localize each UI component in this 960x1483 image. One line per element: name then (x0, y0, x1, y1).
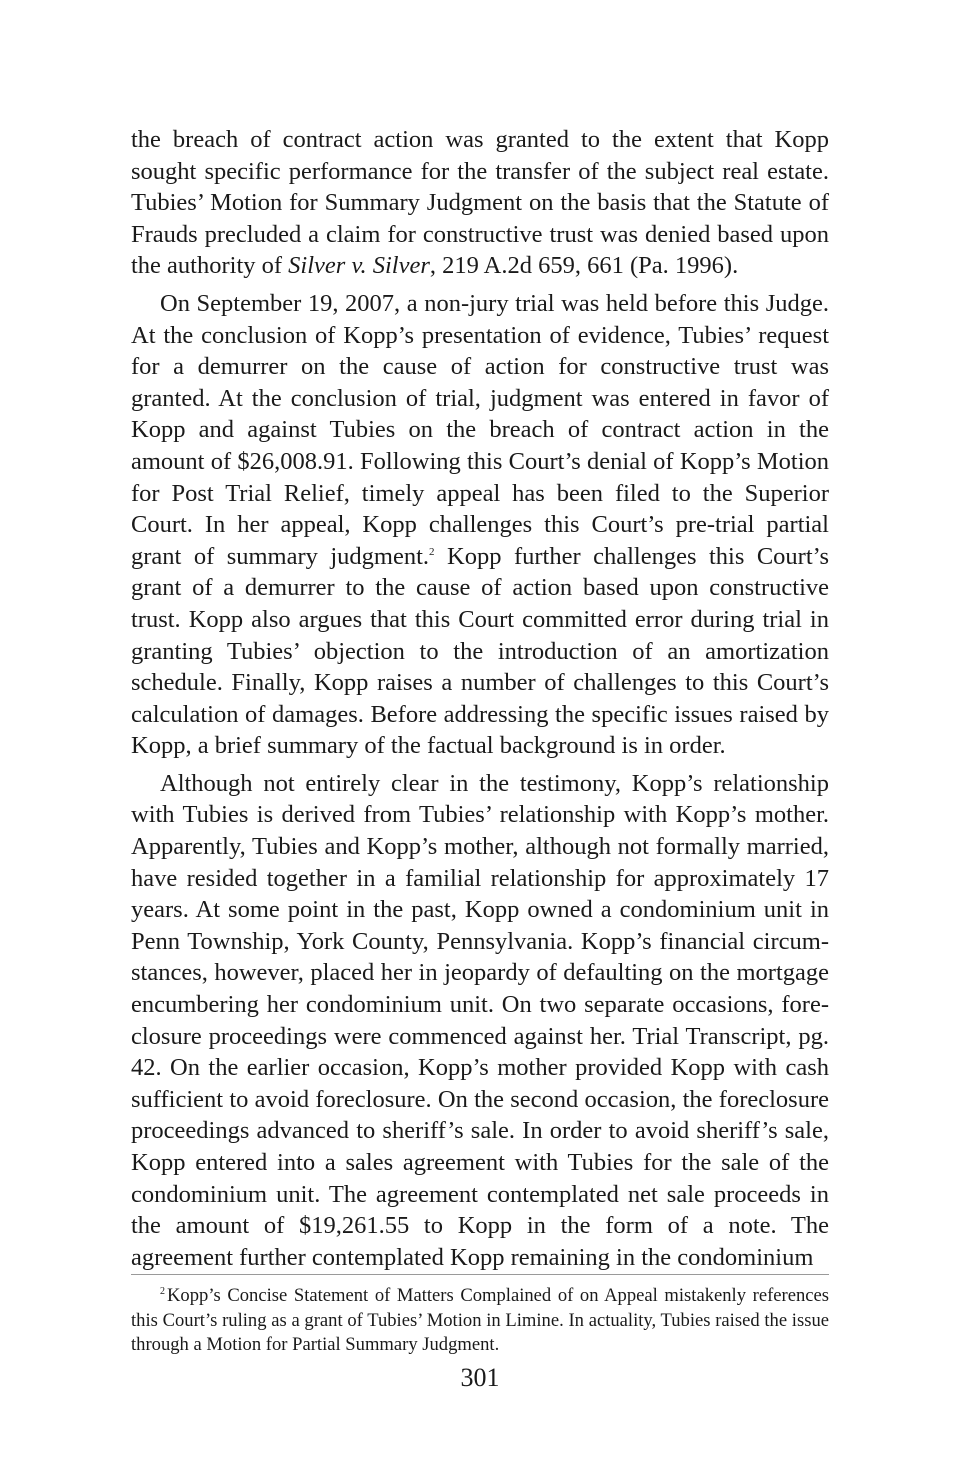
paragraph-text: Kopp further challenges this Court’s grant of a demurrer to the cause of action based upon constructive trust. Kopp also argues that this Court committed error during trial in granting Tubies’ objection to the introduction of an amortization schedule. Finally, Kopp raises a number of challenges to this Court’s calculation of damages. Before addressing the specific issues raised by Kopp, a brief summary of the factual background is in order. (131, 542, 829, 760)
paragraph-factual-background (131, 768, 829, 1274)
main-text (131, 124, 829, 1273)
paragraph-continued (131, 124, 829, 282)
paragraph-procedural-history (131, 288, 829, 762)
paragraph-text: Although not entirely clear in the testimony, Kopp’s relationship with Tubies is derived from Tubies’ relationship with Kopp’s mother. Apparently, Tubies and Kopp’s mother, although not formally married, have resided together in a familial relationship for approximately 17 years. At some point in the past, Kopp owned a condominium unit in Penn Township, York County, Pennsylvania. Kopp’s financial circumstances, however, placed her in jeopardy of defaulting on the mortgage encumbering her condominium unit. On two separate occasions, foreclosure proceedings were commenced against her. Trial Transcript, pg. 42. On the earlier occasion, Kopp’s mother provided Kopp with cash sufficient to avoid foreclosure. On the second occasion, the foreclosure proceedings advanced to sheriff’s sale. In order to avoid sheriff’s sale, Kopp entered into a sales agreement with Tubies for the sale of the condominium unit. The agreement contemplated net sale proceeds in the amount of $19,261.55 to Kopp in the form of a note. The agreement further contemplated Kopp remaining in the condominium (131, 769, 829, 1271)
footnote-reference: 2 (429, 545, 435, 558)
paragraph-text: , 219 A.2d 659, 661 (Pa. 1996). (429, 252, 739, 280)
page-number: 301 (460, 1363, 500, 1392)
footnote-divider (131, 1274, 829, 1275)
footnote (131, 1284, 829, 1358)
footnote-marker: 2 (160, 1286, 165, 1297)
paragraph-text: the breach of contract action was granted to the extent that Kopp sought specific performance for the transfer of the subject real estate. Tubies’ Motion for Summary Judgment on the basis that the Statute of Frauds precluded a claim for constructive trust was denied based upon the authority of (131, 126, 829, 280)
footnote-text: Kopp’s Concise Statement of Matters Complained of on Appeal mistakenly references this Court’s ruling as a grant of Tubies’ Motion in Limine. In actuality, Tubies raised the issue through a Motion for Partial Summary Judgment. (131, 1285, 829, 1356)
paragraph-text: On September 19, 2007, a non-jury trial was held before this Judge. At the conclusion of Kopp’s presentation of evidence, Tubies’ request for a demurrer on the cause of action for constructive trust was granted. At the conclusion of trial, judgment was entered in favor of Kopp and against Tubies on the breach of contract action in the amount of $26,008.91. Following this Court’s denial of Kopp’s Motion for Post Trial Relief, timely appeal has been filed to the Superior Court. In her appeal, Kopp challenges this Court’s pre-trial partial grant of summary judgment. (131, 289, 829, 570)
case-citation-name: Silver v. Silver (288, 252, 430, 280)
